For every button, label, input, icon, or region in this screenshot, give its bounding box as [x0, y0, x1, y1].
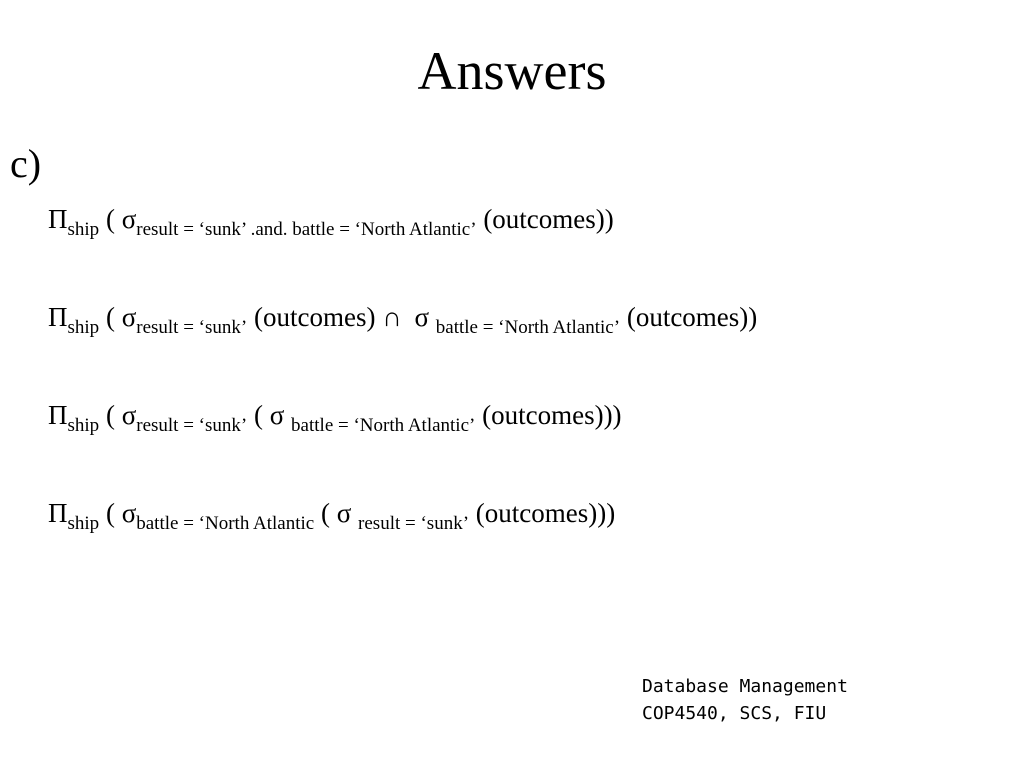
selection-symbol: σ — [121, 204, 137, 234]
selection-symbol: σ — [121, 498, 137, 528]
selection-subscript: battle = ‘North Atlantic — [136, 513, 315, 534]
intersection-symbol: ∩ — [382, 302, 402, 332]
selection-subscript: result = ‘sunk’ — [358, 513, 470, 534]
expression-tail: (outcomes))) — [482, 400, 622, 430]
projection-subscript: ship — [67, 317, 100, 338]
selection-symbol: σ — [269, 400, 285, 430]
projection-subscript: ship — [67, 415, 100, 436]
expression-tail: (outcomes)) — [483, 204, 614, 234]
answer-expression-1: $\Pi_{ship}$ ( $\sigma_{result = ‘sunk’ .and. battle = ‘North Atlantic’}$ (outcomes)) — [48, 204, 614, 240]
answer-expression-2: $\Pi_{ship}$ ( $\sigma_{result = ‘sunk’}$ (outcomes) ∩ σ $_{battle = ‘North Atlantic’}$ (outcomes)) — [48, 302, 758, 338]
projection-symbol: Π — [48, 400, 68, 430]
selection-symbol: σ — [121, 400, 137, 430]
selection-subscript: battle = ‘North Atlantic’ — [435, 317, 621, 338]
selection-subscript: result = ‘sunk’ — [136, 317, 248, 338]
selection-subscript: result = ‘sunk’ .and. battle = ‘North Atlantic’ — [136, 219, 477, 240]
selection-symbol: σ — [414, 302, 430, 332]
projection-symbol: Π — [48, 204, 68, 234]
selection-symbol: σ — [121, 302, 137, 332]
expression-tail: (outcomes)) — [626, 302, 758, 332]
footer-course-title: Database Management — [642, 676, 848, 697]
selection-subscript: battle = ‘North Atlantic’ — [291, 415, 476, 436]
footer-course-info: COP4540, SCS, FIU — [642, 703, 827, 724]
answer-expression-4: $\Pi_{ship}$ ( $\sigma_{battle = ‘North Atlantic}$ ( σ $_{result = ‘sunk’}$ (outcomes))) — [48, 498, 616, 534]
projection-symbol: Π — [48, 498, 68, 528]
projection-subscript: ship — [67, 219, 100, 240]
selection-symbol: σ — [336, 498, 352, 528]
slide-title: Answers — [417, 41, 607, 101]
projection-symbol: Π — [48, 302, 68, 332]
answer-expression-3: $\Pi_{ship}$ ( $\sigma_{result = ‘sunk’}$ ( σ $_{battle = ‘North Atlantic’}$ (outcomes))) — [48, 400, 622, 436]
selection-subscript: result = ‘sunk’ — [136, 415, 248, 436]
projection-subscript: ship — [67, 513, 100, 534]
question-label: c) — [10, 141, 42, 186]
expression-middle: (outcomes) — [253, 302, 376, 332]
slide-footer — [642, 673, 848, 727]
expression-tail: (outcomes))) — [475, 498, 616, 528]
